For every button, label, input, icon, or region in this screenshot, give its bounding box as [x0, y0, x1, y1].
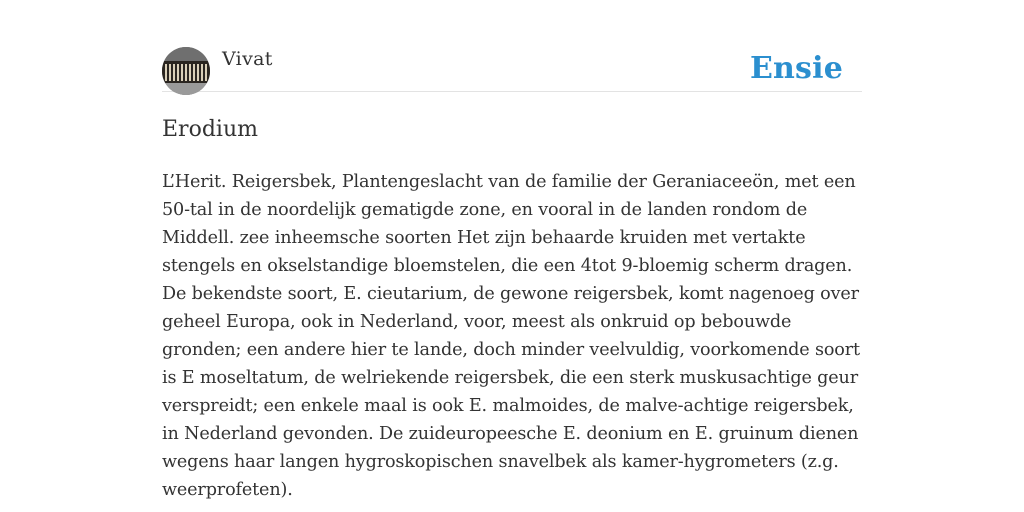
avatar[interactable] [162, 47, 210, 95]
article-title: Erodium [162, 117, 258, 142]
article-body: L’Herit. Reigersbek, Plantengeslacht van de familie der Geraniaceeön, met een 50-tal in de noordelijk gematigde zone, en vooral in de landen rondom de Middell. zee inheemsche soorten Het zijn behaarde kruiden met vertakte stengels en okselstandige bloemstelen, die een 4tot 9-bloemig scherm dragen. De bekendste soort, E. cieutarium, de gewone reigersbek, komt nagenoeg over geheel Europa, ook in Nederland, voor, meest als onkruid op bebouwde gronden; een andere hier te lande, doch minder veelvuldig, voorkomende soort is E moseltatum, de welriekende reigersbek, die een sterk muskusachtige geur verspreidt; een enkele maal is ook E. malmoides, de malve-achtige reigersbek, in Nederland gevonden. De zuideuropeesche E. deonium en E. gruinum dienen wegens haar langen hygroskopischen snavelbek als kamer-hygrometers (z.g. weerprofeten). [162, 172, 860, 500]
bookshelf-avatar-image [162, 47, 210, 95]
author-name[interactable]: Vivat [222, 48, 273, 70]
brand-logo[interactable]: Ensie [749, 51, 843, 86]
page-header [162, 47, 862, 92]
